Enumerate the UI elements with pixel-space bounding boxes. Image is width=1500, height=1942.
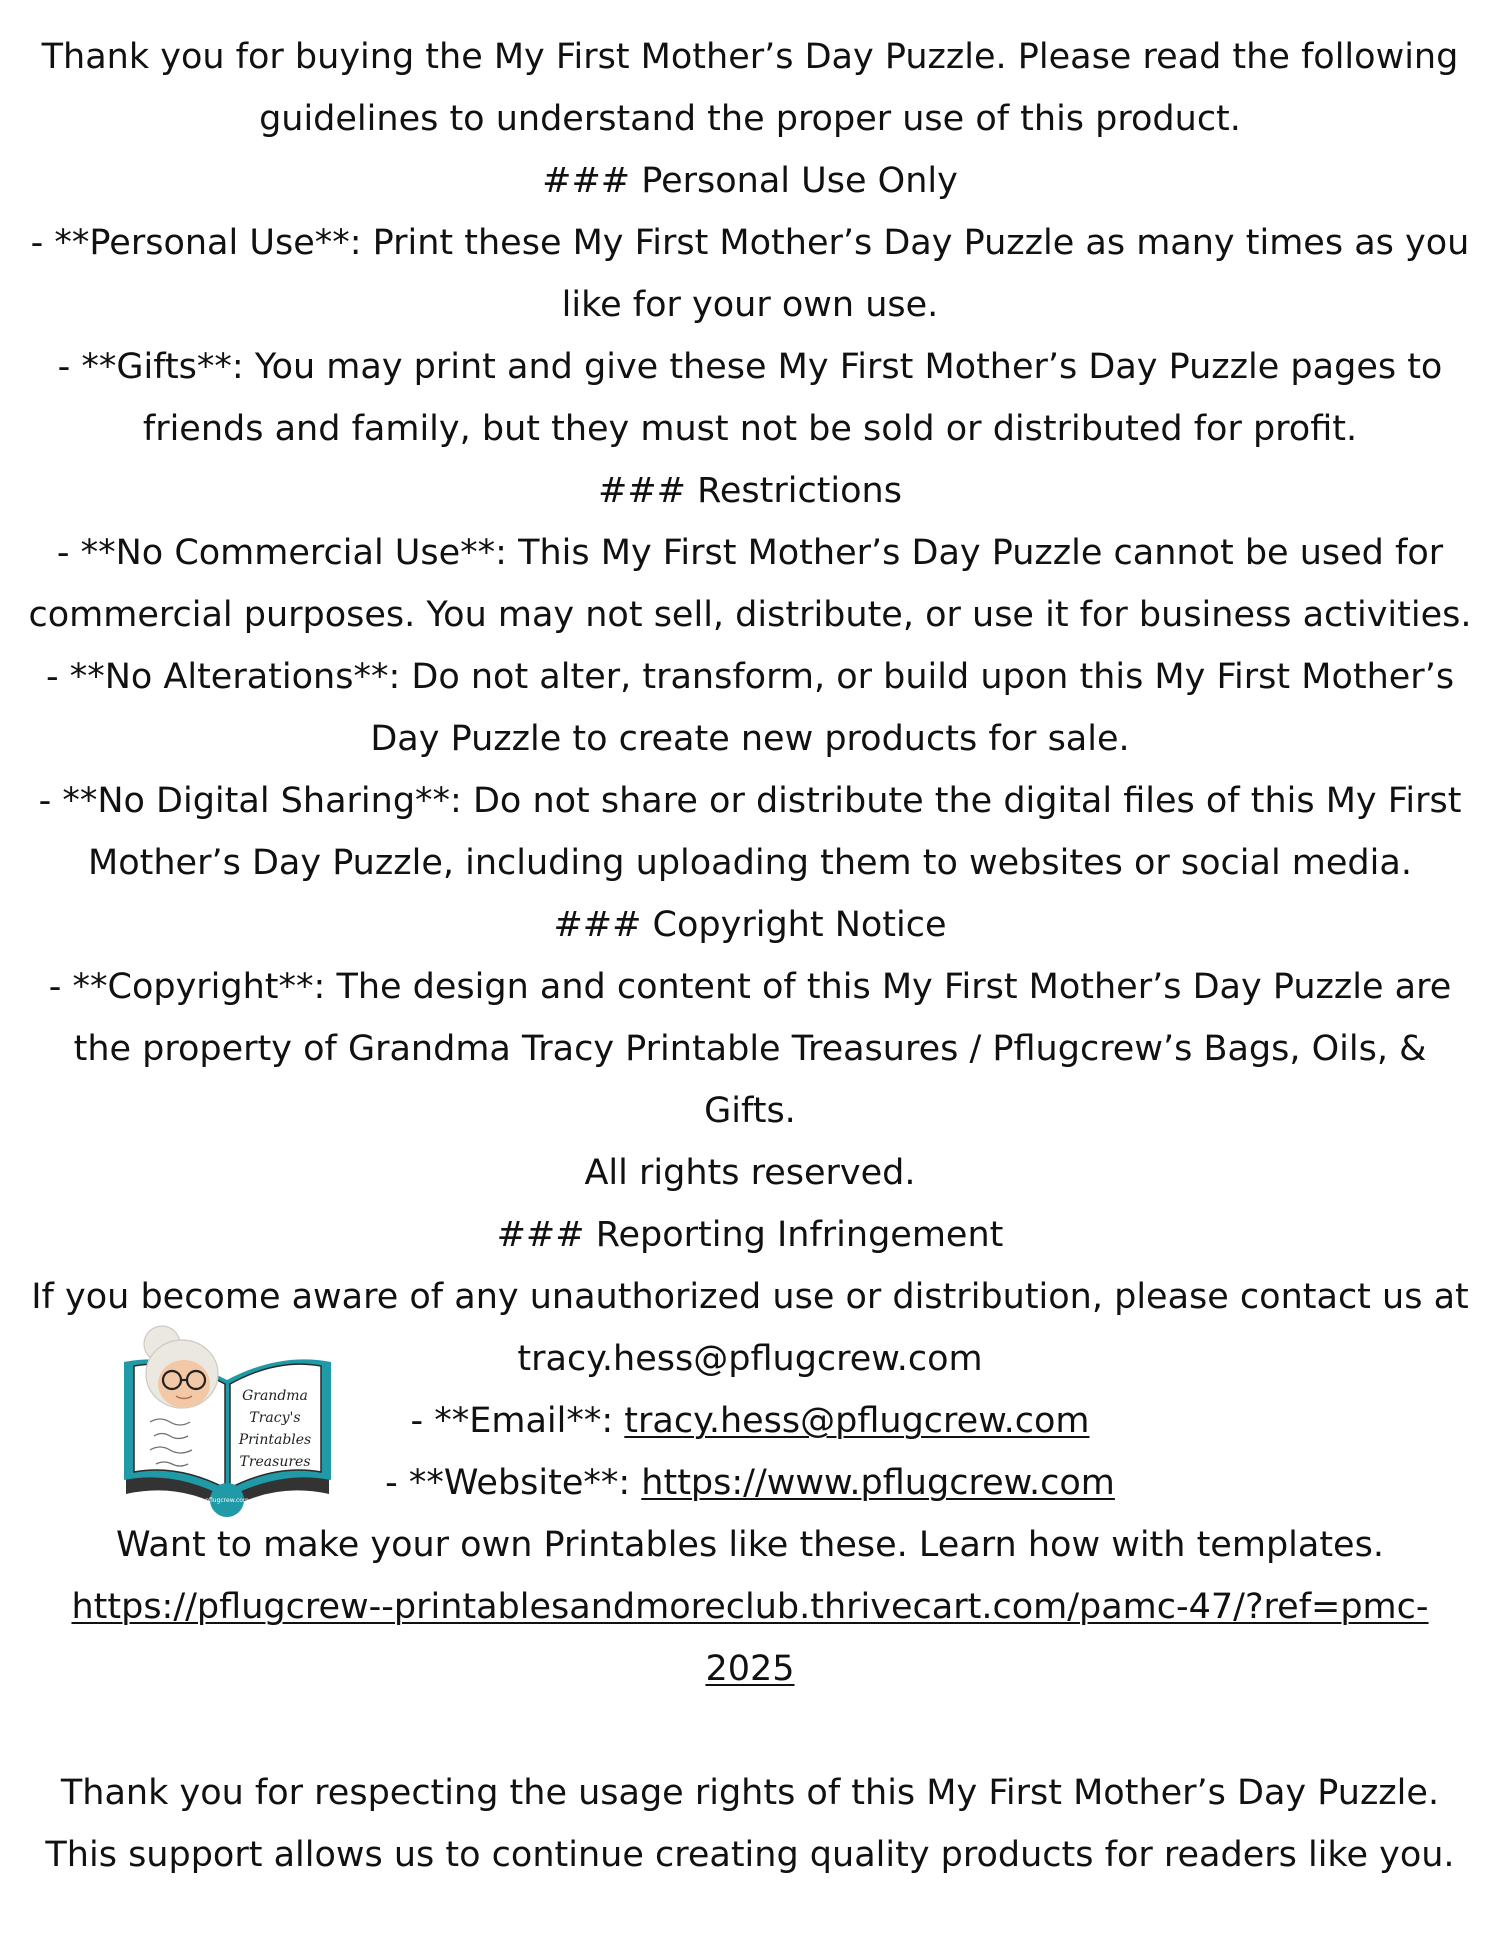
personal-use-line-2: like for your own use. <box>561 285 939 325</box>
no-digital-sharing-line-1: - **No Digital Sharing**: Do not share or distribute the digital files of this My First <box>38 781 1462 821</box>
reporting-heading: ### Reporting Infringement <box>496 1215 1004 1255</box>
closing-line-2: This support allows us to continue creating quality products for readers like you. <box>45 1835 1455 1875</box>
email-link[interactable]: tracy.hess@pflugcrew.com <box>624 1401 1090 1441</box>
reporting-line-2: tracy.hess@pflugcrew.com <box>517 1339 983 1379</box>
copyright-line-3: Gifts. <box>704 1091 796 1131</box>
personal-use-line-1: - **Personal Use**: Print these My First Mother’s Day Puzzle as many times as you <box>30 223 1470 263</box>
website-label: - **Website**: <box>385 1463 642 1503</box>
copyright-line-1: - **Copyright**: The design and content of this My First Mother’s Day Puzzle are <box>48 967 1452 1007</box>
no-digital-sharing-line-2: Mother’s Day Puzzle, including uploading them to websites or social media. <box>88 843 1412 883</box>
logo-badge-text: pflugcrew.com <box>205 1497 249 1504</box>
restrictions-heading: ### Restrictions <box>598 471 902 511</box>
svg-text:Printables: Printables <box>238 1432 312 1448</box>
svg-text:Tracy's: Tracy's <box>249 1410 301 1426</box>
copyright-line-4: All rights reserved. <box>584 1153 916 1193</box>
promo-link-line-2 <box>0 1638 1500 1700</box>
intro-line-2: guidelines to understand the proper use of this product. <box>259 99 1241 139</box>
no-alterations-line-2: Day Puzzle to create new products for sale. <box>370 719 1130 759</box>
gifts-line-2: friends and family, but they must not be sold or distributed for profit. <box>142 409 1358 449</box>
promo-link-part-2[interactable]: 2025 <box>705 1649 795 1689</box>
intro-line-1: Thank you for buying the My First Mother’s Day Puzzle. Please read the following <box>41 37 1459 77</box>
copyright-heading: ### Copyright Notice <box>553 905 947 945</box>
svg-text:Treasures: Treasures <box>239 1454 311 1470</box>
gifts-line-1: - **Gifts**: You may print and give these My First Mother’s Day Puzzle pages to <box>57 347 1443 387</box>
spacer <box>0 1700 1500 1762</box>
no-commercial-line-1: - **No Commercial Use**: This My First Mother’s Day Puzzle cannot be used for <box>56 533 1444 573</box>
website-link[interactable]: https://www.pflugcrew.com <box>641 1463 1115 1503</box>
promo-link-part-1[interactable]: https://pflugcrew--printablesandmoreclub.thrivecart.com/pamc-47/?ref=pmc- <box>71 1587 1429 1627</box>
copyright-line-2: the property of Grandma Tracy Printable Treasures / Pflugcrew’s Bags, Oils, & <box>73 1029 1427 1069</box>
closing-line-1: Thank you for respecting the usage rights of this My First Mother’s Day Puzzle. <box>60 1773 1440 1813</box>
personal-use-heading: ### Personal Use Only <box>542 161 958 201</box>
no-commercial-line-2: commercial purposes. You may not sell, distribute, or use it for business activities. <box>28 595 1472 635</box>
promo-line: Want to make your own Printables like these. Learn how with templates. <box>116 1525 1384 1565</box>
grandma-face <box>158 1360 210 1408</box>
reporting-line-1: If you become aware of any unauthorized use or distribution, please contact us at <box>31 1277 1469 1317</box>
email-label: - **Email**: <box>410 1401 625 1441</box>
svg-text:Grandma: Grandma <box>242 1388 308 1404</box>
grandma-tracy-logo <box>120 1322 335 1522</box>
usage-guidelines-page <box>0 26 1500 1886</box>
no-alterations-line-1: - **No Alterations**: Do not alter, transform, or build upon this My First Mother’s <box>45 657 1455 697</box>
promo-link-line-1 <box>0 1576 1500 1638</box>
